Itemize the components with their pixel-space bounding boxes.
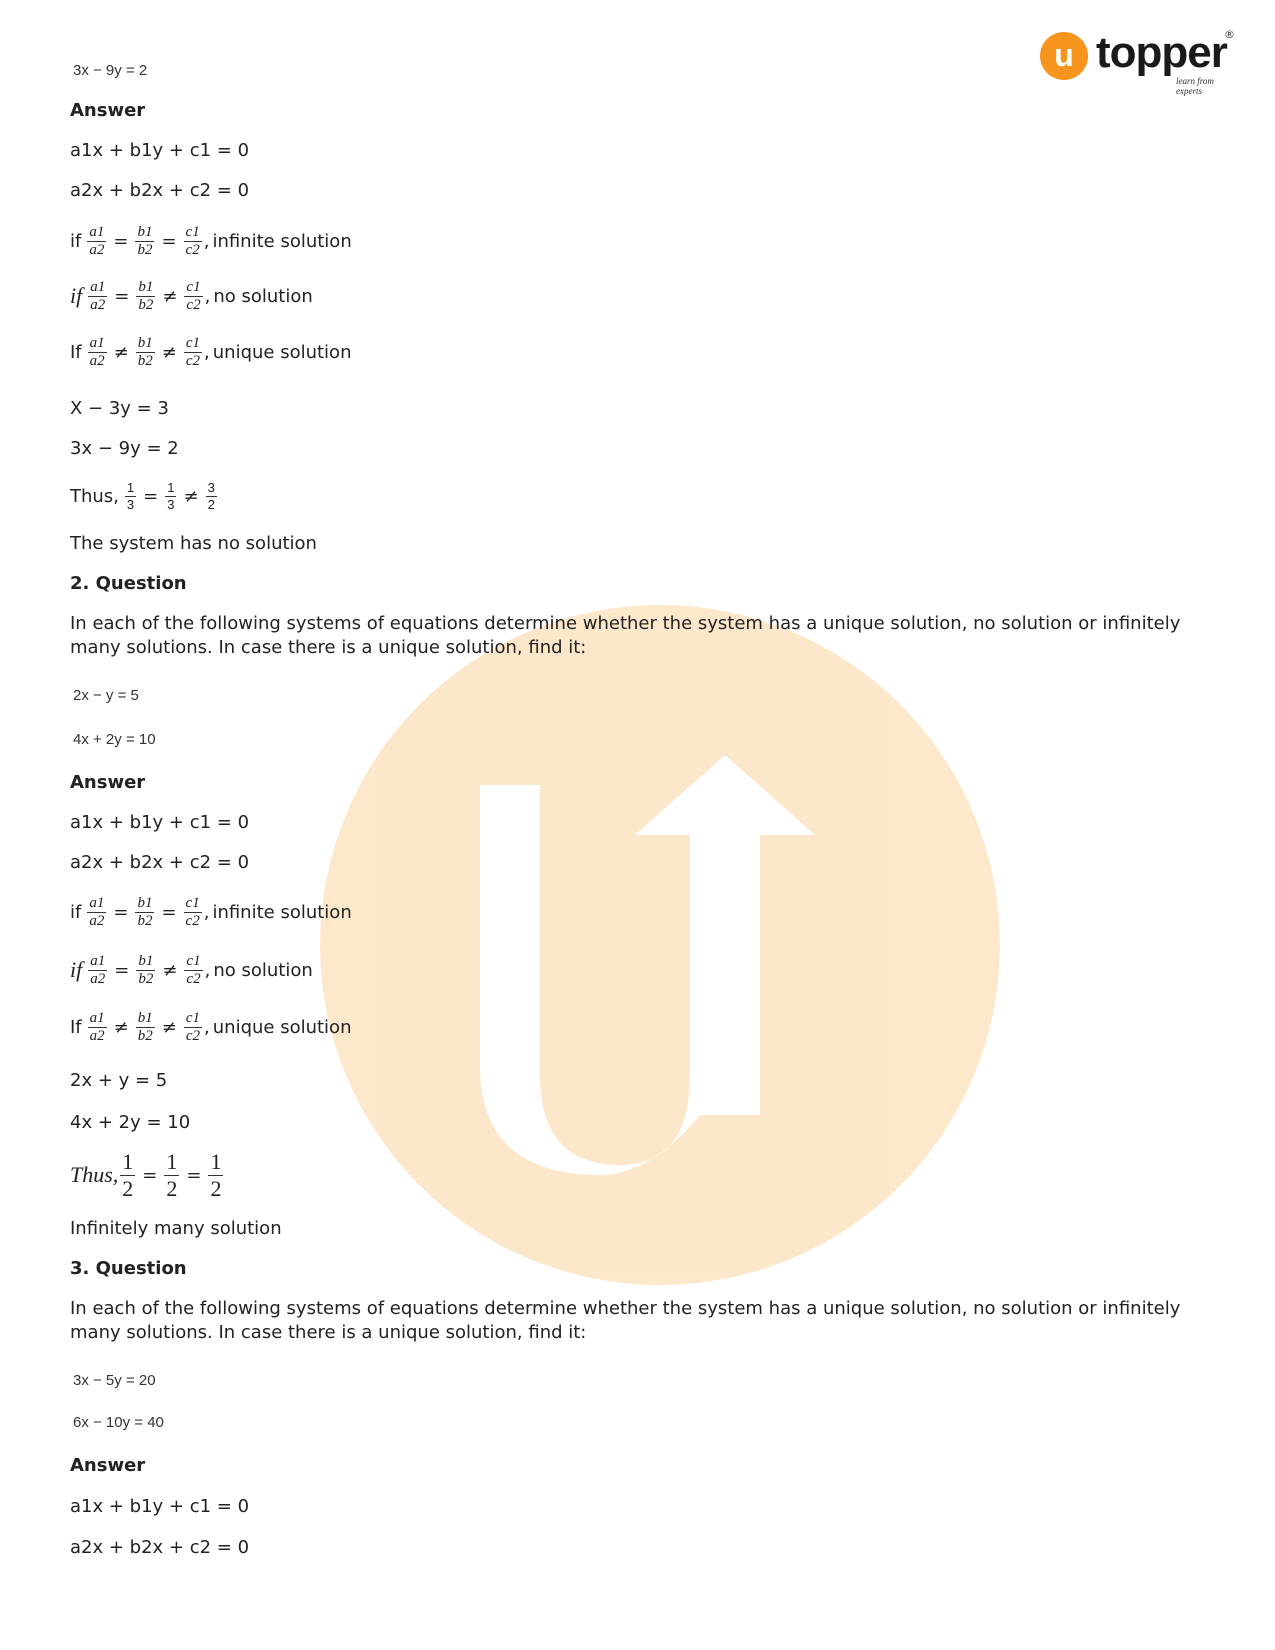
general-equation-2: a2x + b2x + c2 = 0 <box>70 180 250 201</box>
conclusion: Infinitely many solution <box>70 1218 282 1239</box>
answer-heading: Answer <box>70 100 146 121</box>
condition-infinite: if $\frac{a1}{a2}$ = $\frac{b1}{b2}$ = $\frac{c1}{c2}$ , infinite solution <box>70 894 352 929</box>
general-equation-2: a2x + b2x + c2 = 0 <box>70 1537 250 1558</box>
registered-mark: ® <box>1224 28 1235 41</box>
general-equation-2: a2x + b2x + c2 = 0 <box>70 852 250 873</box>
system-line-1: X − 3y = 3 <box>70 398 169 419</box>
logo-wordmark: topper <box>1096 28 1227 77</box>
system-line-2: 3x − 9y = 2 <box>70 438 179 459</box>
condition-no-solution: if $\frac{a1}{a2}$ = $\frac{b1}{b2}$ ≠ $\frac{c1}{c2}$ , no solution <box>70 278 313 313</box>
equation-line: 3x − 9y = 2 <box>73 62 148 79</box>
watermark-u-arrow-icon <box>320 605 1000 1285</box>
condition-infinite: if $\frac{a1}{a2}$ = $\frac{b1}{b2}$ = $\frac{c1}{c2}$ , infinite solution <box>70 223 352 258</box>
general-equation-1: a1x + b1y + c1 = 0 <box>70 812 250 833</box>
condition-no-solution: if $\frac{a1}{a2}$ = $\frac{b1}{b2}$ ≠ $\frac{c1}{c2}$ , no solution <box>70 952 313 987</box>
thus-ratio: Thus, $\frac{1}{2}$ = $\frac{1}{2}$ = $\frac{1}{2}$ <box>70 1148 222 1201</box>
brand-logo <box>1040 28 1240 98</box>
answer-heading: Answer <box>70 1455 146 1476</box>
general-equation-1: a1x + b1y + c1 = 0 <box>70 140 250 161</box>
general-equation-1: a1x + b1y + c1 = 0 <box>70 1496 250 1517</box>
condition-unique: If $\frac{a1}{a2}$ ≠ $\frac{b1}{b2}$ ≠ $\frac{c1}{c2}$ , unique solution <box>70 1009 352 1044</box>
question-prompt: In each of the following systems of equations determine whether the system has a unique solution, no solution or infinitely many solutions. In case there is a unique solution, find it: <box>70 1298 1181 1343</box>
system-line-2: 4x + 2y = 10 <box>70 1112 191 1133</box>
watermark-logo <box>320 605 1000 1285</box>
answer-heading: Answer <box>70 772 146 793</box>
equation-line: 6x − 10y = 40 <box>73 1414 164 1431</box>
logo-tagline: learn from experts <box>1176 76 1214 96</box>
condition-unique: If $\frac{a1}{a2}$ ≠ $\frac{b1}{b2}$ ≠ $\frac{c1}{c2}$ , unique solution <box>70 334 352 369</box>
conclusion: The system has no solution <box>70 533 317 554</box>
question-heading: 3. Question <box>70 1258 187 1279</box>
question-prompt: In each of the following systems of equations determine whether the system has a unique solution, no solution or infinitely many solutions. In case there is a unique solution, find it: <box>70 613 1181 658</box>
system-line-1: 2x + y = 5 <box>70 1070 168 1091</box>
thus-ratio: Thus, $\frac{1}{3}$ = $\frac{1}{3}$ ≠ $\frac{3}{2}$ <box>70 479 215 512</box>
equation-line: 3x − 5y = 20 <box>73 1372 156 1389</box>
question-heading: 2. Question <box>70 573 187 594</box>
logo-u-icon: u <box>1040 32 1088 80</box>
equation-line: 2x − y = 5 <box>73 687 139 704</box>
equation-line: 4x + 2y = 10 <box>73 731 156 748</box>
